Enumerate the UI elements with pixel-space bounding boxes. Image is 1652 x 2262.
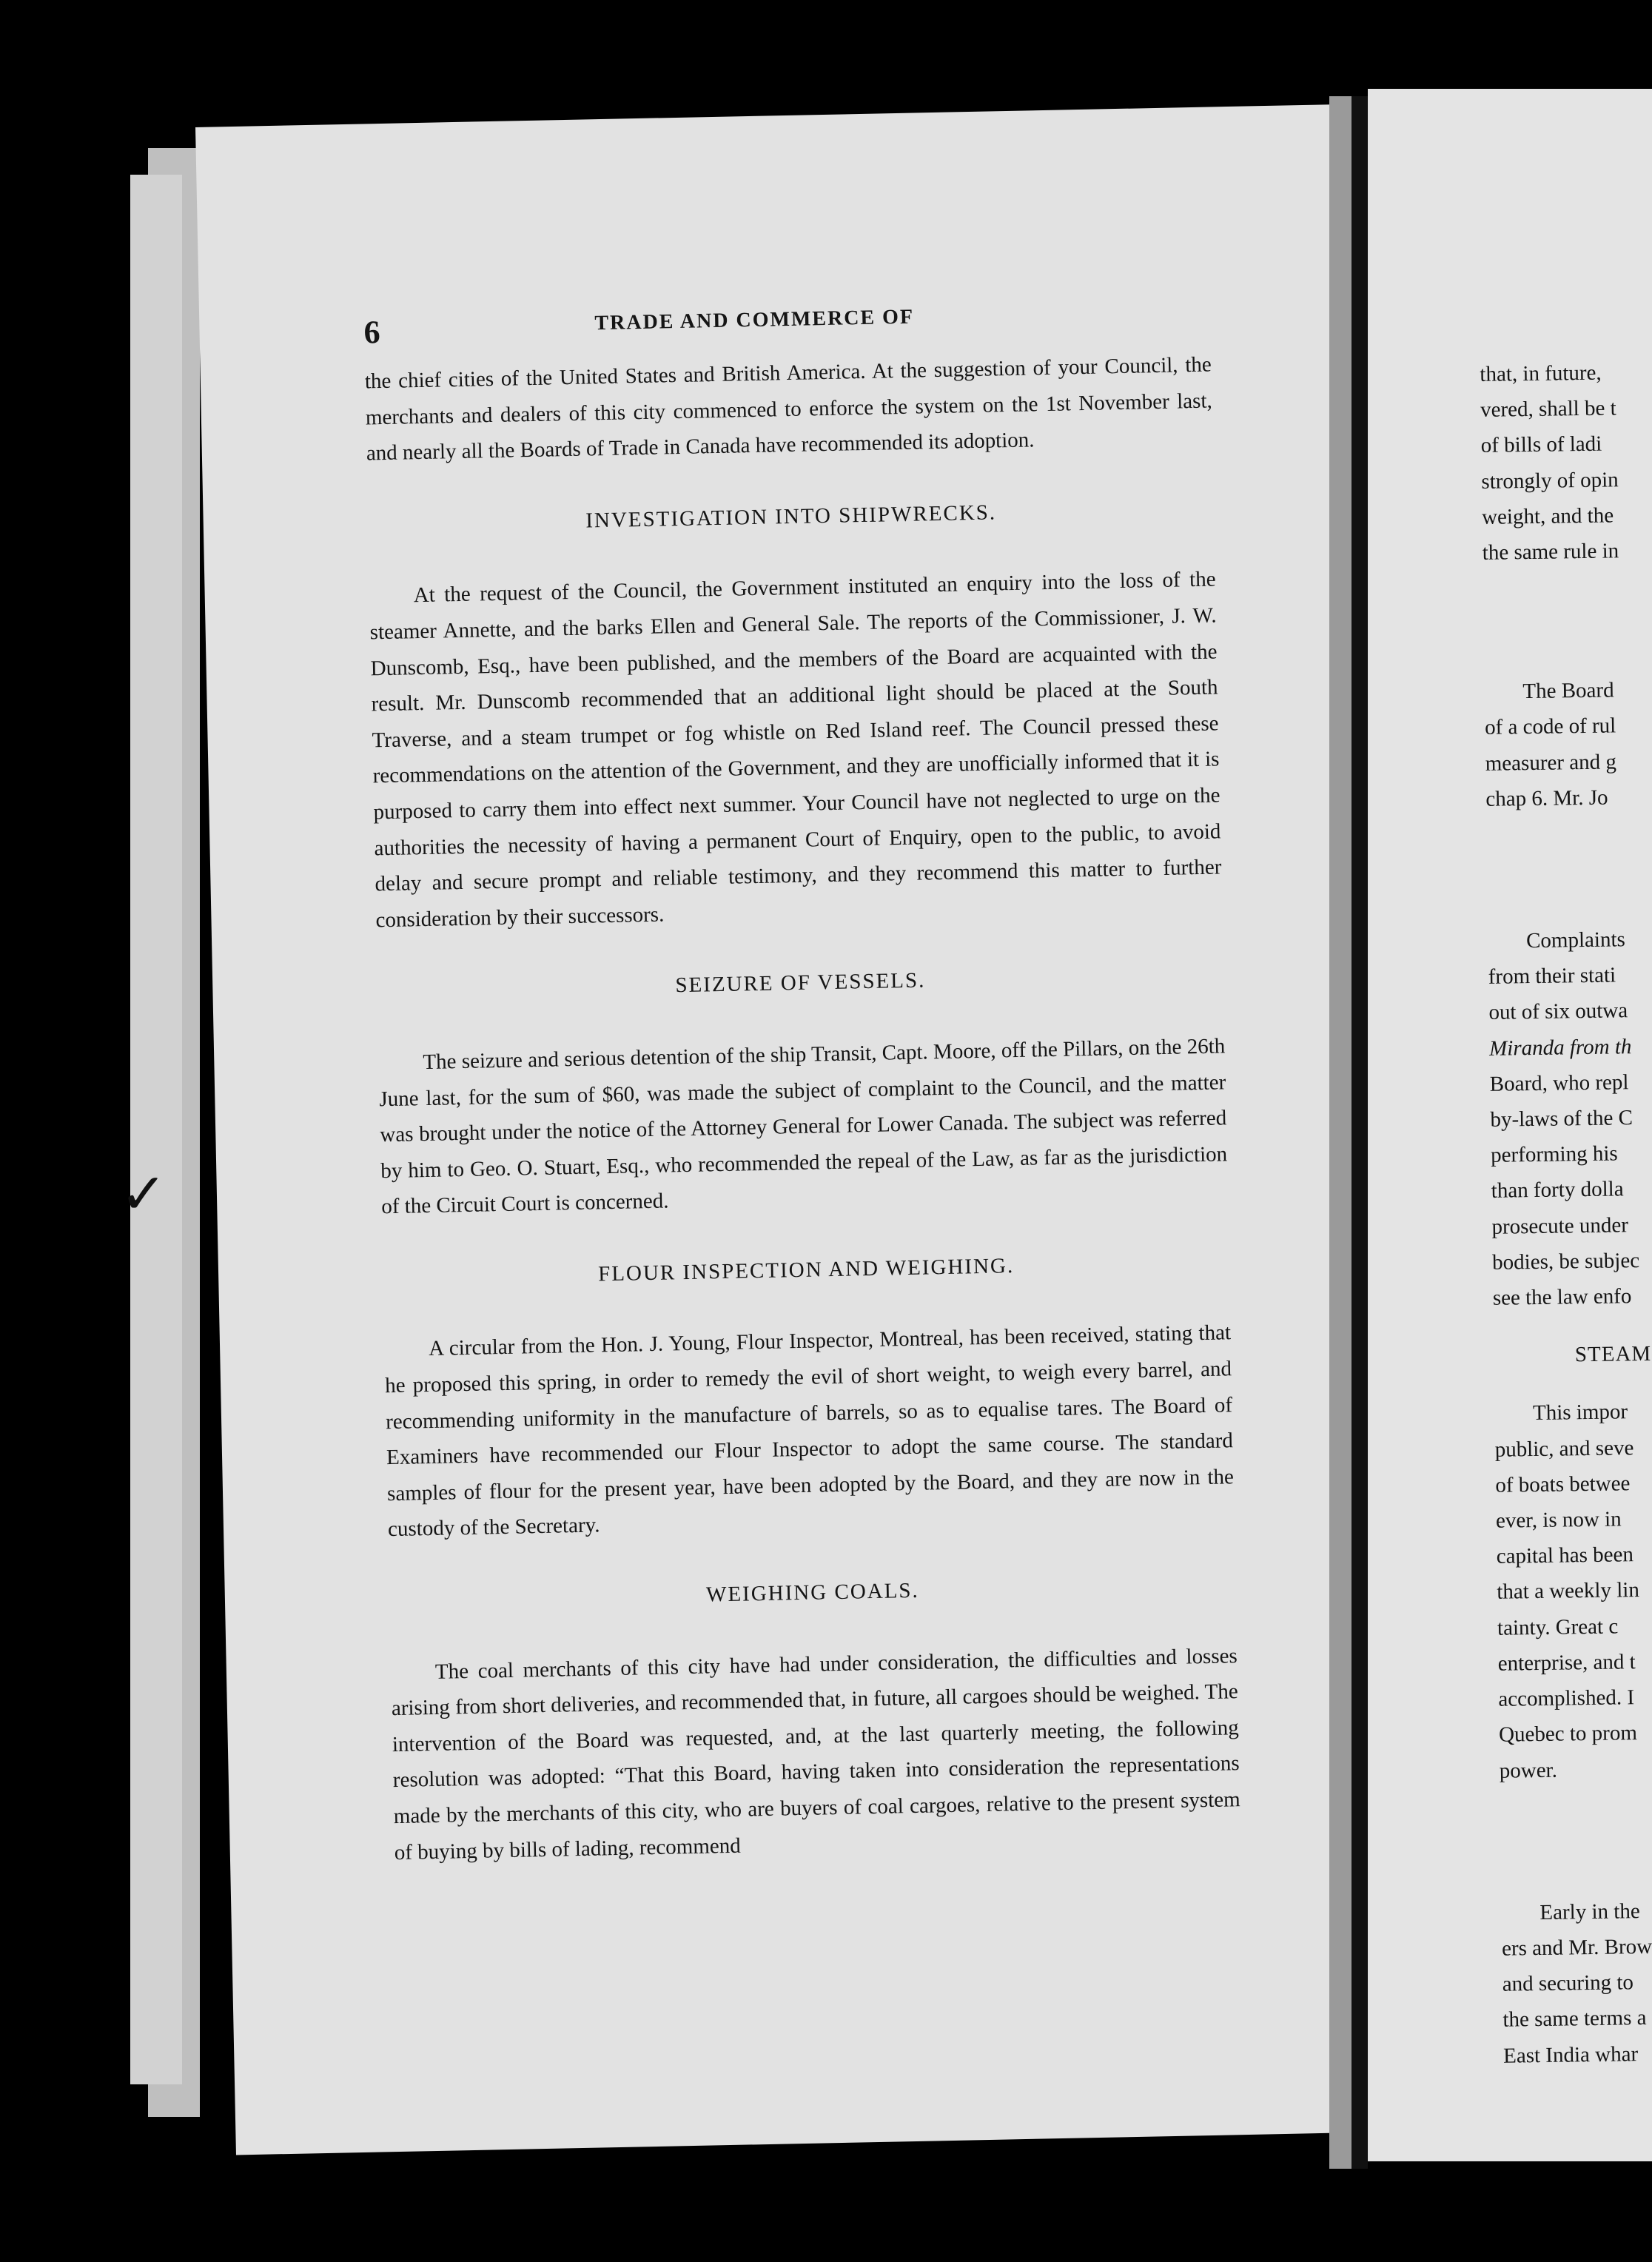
paragraph: the chief cities of the United States and British America. At the suggestion of your Council, the merchants and dealers of this city commenced to enforce the system on the 1st November last, and nearly all the Boards of Trade in Canada have recommended its adoption. bbox=[364, 352, 1213, 466]
text-line: accomplished. I bbox=[1498, 1685, 1635, 1711]
text-line: public, and seve bbox=[1494, 1435, 1634, 1462]
text-line: capital has been bbox=[1496, 1543, 1634, 1569]
left-page-body bbox=[364, 347, 1241, 1871]
text-line: ers and Mr. Brow bbox=[1501, 1934, 1652, 1961]
right-page bbox=[1368, 89, 1652, 2161]
text-line: measurer and g bbox=[1485, 750, 1617, 776]
text-line: This impor bbox=[1532, 1400, 1628, 1426]
text-line: The Board bbox=[1522, 678, 1614, 704]
section-heading: WEIGHING COALS. bbox=[705, 1578, 920, 1607]
right-page-text bbox=[1480, 353, 1652, 2073]
text-line: of boats betwee bbox=[1495, 1471, 1631, 1497]
text-line: East India whar bbox=[1502, 2041, 1639, 2068]
section-heading: FLOUR INSPECTION AND WEIGHING. bbox=[597, 1253, 1015, 1286]
page-edge-front bbox=[130, 175, 182, 2084]
paragraph: At the request of the Council, the Government instituted an enquiry into the loss of the steamer Annette, and the barks Ellen and General Sale. The reports of the Commissioner, J. W. Dunscomb, Esq., have been published, and the members of the Board are acquainted with the result. Mr. Dunscomb recommended that an additional light should be placed at the South Traverse, and a steam trumpet or fog whistle on Red Island reef. The Council pressed these recommendations on the attention of the Government, and they are unofficially informed that it is purposed to carry them into effect next summer. Your Council have not neglected to urge on the authorities the necessity of having a permanent Court of Enquiry, open to the public, to avoid delay and secure prompt and reliable testimony, and they recommend this matter to further consideration by their successors. bbox=[369, 567, 1222, 933]
gutter-shadow bbox=[1329, 96, 1352, 2169]
running-head: TRADE AND COMMERCE OF bbox=[594, 305, 915, 335]
section-heading: INVESTIGATION INTO SHIPWRECKS. bbox=[585, 500, 997, 533]
binding-gutter bbox=[1352, 96, 1368, 2169]
text-line: out of six outwa bbox=[1488, 999, 1628, 1025]
text-line: performing his bbox=[1490, 1141, 1618, 1168]
text-line: that a weekly lin bbox=[1497, 1578, 1640, 1605]
paragraph: The seizure and serious detention of the ship Transit, Capt. Moore, off the Pillars, on the 26th June last, for the sum of $60, was made the subject of complaint to the Council, and the matter was brought under the notice of the Attorney General for Lower Canada. The subject was referred by him to Geo. O. Stuart, Esq., who recommended the repeal of the Law, as far as the jurisdiction of the Circuit Court is concerned. bbox=[379, 1034, 1228, 1219]
text-line: bodies, be subjec bbox=[1491, 1248, 1640, 1275]
text-line: weight, and the bbox=[1481, 503, 1614, 529]
section-heading: SEIZURE OF VESSELS. bbox=[675, 968, 926, 998]
text-line: Quebec to prom bbox=[1498, 1721, 1638, 1748]
checkmark-icon: ✓ bbox=[120, 1161, 167, 1226]
text-line: of a code of rul bbox=[1484, 714, 1616, 740]
text-line: power. bbox=[1499, 1758, 1558, 1783]
text-line: Miranda from th bbox=[1488, 1034, 1632, 1061]
text-line: tainty. Great c bbox=[1497, 1614, 1619, 1640]
left-page bbox=[195, 104, 1385, 2155]
page-number: 6 bbox=[363, 314, 381, 351]
text-line: enterprise, and t bbox=[1497, 1650, 1636, 1676]
text-line: vered, shall be t bbox=[1480, 396, 1616, 423]
text-line: and securing to bbox=[1502, 1970, 1634, 1996]
text-line: by-laws of the C bbox=[1490, 1106, 1633, 1132]
text-line: than forty dolla bbox=[1491, 1177, 1624, 1204]
section-heading: STEAM bbox=[1574, 1342, 1652, 1367]
text-line: the same rule in bbox=[1482, 539, 1619, 565]
paragraph: A circular from the Hon. J. Young, Flour Inspector, Montreal, has been received, stating that he proposed this spring, in order to remedy the evil of short weight, to weigh every barrel, and recommending uniformity in the manufacture of barrels, so as to equalise tares. The Board of Examiners have recommended our Flour Inspector to adopt the same course. The standard samples of flour for the present year, have been adopted by the Board, and they are now in the custody of the Secretary. bbox=[384, 1320, 1235, 1542]
text-line: Early in the bbox=[1539, 1899, 1640, 1924]
text-line: the same terms a bbox=[1502, 2006, 1647, 2033]
text-line: Board, who repl bbox=[1489, 1070, 1629, 1096]
text-line: Complaints bbox=[1525, 927, 1626, 953]
text-line: of bills of ladi bbox=[1480, 432, 1602, 458]
text-line: strongly of opin bbox=[1481, 467, 1619, 494]
text-line: prosecute under bbox=[1491, 1212, 1629, 1239]
text-line: that, in future, bbox=[1480, 360, 1602, 386]
text-line: chap 6. Mr. Jo bbox=[1485, 785, 1608, 811]
text-line: see the law enfo bbox=[1492, 1284, 1632, 1310]
page-header bbox=[363, 289, 1326, 353]
text-line: from their stati bbox=[1488, 963, 1616, 990]
text-line: ever, is now in bbox=[1495, 1507, 1622, 1533]
paragraph: The coal merchants of this city have had under consideration, the difficulties and losses arising from short deliveries, and recommended that, in future, all cargoes should be weighed. The intervention of the Board was requested, and, at the last quarterly meeting, the following resolution was adopted: “That this Board, having taken into consideration the representations made by the merchants of this city, who are buyers of coal cargoes, relative to the present system of buying by bills of lading, recommend bbox=[391, 1643, 1240, 1865]
